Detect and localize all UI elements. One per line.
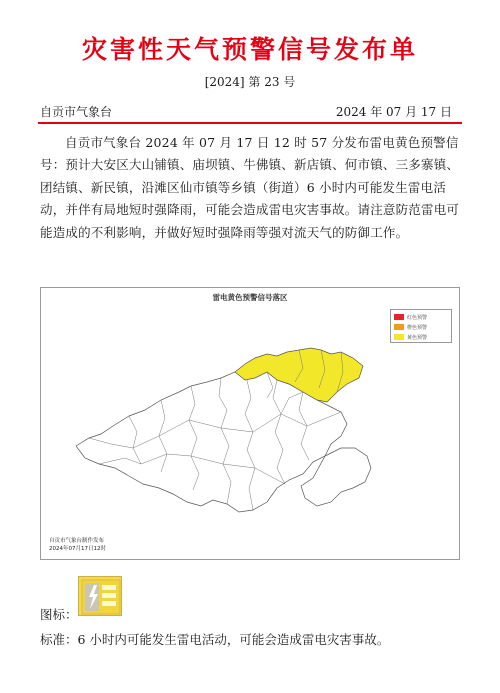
legend-swatch-yellow xyxy=(394,334,404,340)
map-credit-issuer: 自贡市气象台制作发布 xyxy=(49,538,105,544)
red-divider xyxy=(38,122,462,124)
legend-swatch-red xyxy=(394,314,404,320)
lightning-yellow-warning-icon xyxy=(78,576,122,616)
legend-label-yellow: 黄色预警 xyxy=(407,334,428,341)
document-title: 灾害性天气预警信号发布单 xyxy=(81,35,418,64)
document-number: [2024] 第 23 号 xyxy=(204,75,296,89)
map-title: 雷电黄色预警信号落区 xyxy=(212,293,288,302)
issue-date: 2024 年 07 月 17 日 xyxy=(335,105,452,119)
map-legend xyxy=(390,309,452,343)
legend-swatch-orange xyxy=(394,324,404,330)
warning-standard: 标准：6 小时内可能发生雷电活动，可能会造成雷电灾害事故。 xyxy=(40,632,390,647)
icon-label: 图标： xyxy=(40,607,78,622)
map-credit-time: 2024年07月17日12时 xyxy=(49,546,106,552)
legend-label-orange: 橙色预警 xyxy=(407,324,428,331)
legend-item-orange xyxy=(394,322,448,332)
warning-body-text: 自贡市气象台 2024 年 07 月 17 日 12 时 57 分发布雷电黄色预警信号：预计大安区大山铺镇、庙坝镇、牛佛镇、新店镇、何市镇、三多寨镇、团结镇、新民镇，沿滩区仙市镇等乡镇（街道）6 小时内可能发生雷电活动，并伴有局地短时强降雨，可能会造成雷电灾害事故。请注意防范雷电可能造成的不利影响，并做好短时强降雨等强对流天气的防御工作。 xyxy=(40,135,460,240)
legend-item-yellow xyxy=(394,332,448,342)
legend-item-red xyxy=(394,312,448,322)
map-credit xyxy=(49,537,106,553)
legend-label-red: 红色预警 xyxy=(407,314,428,321)
warning-map xyxy=(40,287,460,560)
issuer: 自贡市气象台 xyxy=(40,105,113,119)
